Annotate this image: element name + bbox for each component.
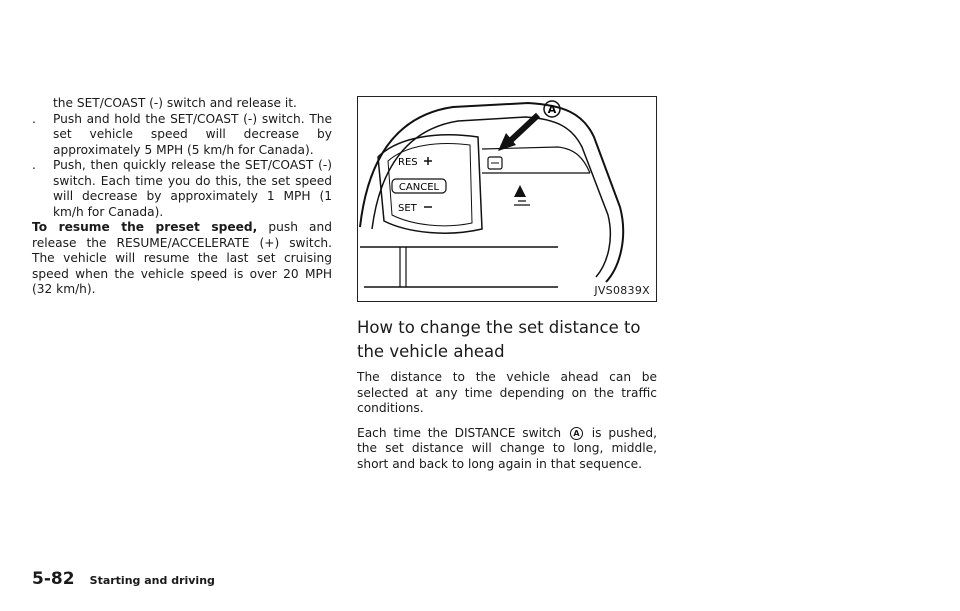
continued-text: the SET/COAST (-) switch and release it. xyxy=(53,96,297,110)
bullet-item xyxy=(32,158,332,220)
resume-paragraph xyxy=(32,220,332,298)
page-footer xyxy=(32,569,215,589)
steering-wheel-illustration xyxy=(358,97,656,301)
bullet-item xyxy=(32,112,332,159)
resume-text: push and release the RESUME/ACCELERATE (+) switch. The vehicle will resume the last set cruising speed when the vehicle speed is over 20 MPH (32 km/h). xyxy=(32,220,332,296)
distance-instructions: Each time the DISTANCE switch A is pushed, the set distance will change to long, middle, short and back to long again in that sequence. xyxy=(357,425,657,471)
callout-label: A xyxy=(547,103,557,116)
page-number: 5-82 xyxy=(32,569,75,589)
section-title: Starting and driving xyxy=(89,574,215,587)
resume-lead: To resume the preset speed, xyxy=(32,220,258,234)
callout-a-icon: A xyxy=(570,427,583,440)
res-label: RES xyxy=(398,157,418,168)
left-column xyxy=(32,96,332,298)
bullet-marker: . xyxy=(32,158,36,172)
bullet-marker: . xyxy=(32,111,36,126)
figure-code: JVS0839X xyxy=(594,284,650,297)
set-label: SET xyxy=(398,203,417,214)
bullet-text: Push and hold the SET/COAST (-) switch. The set vehicle speed will decrease by approximately 5 MPH (5 km/h for Canada). xyxy=(53,111,332,157)
section-heading: How to change the set distance to the vehicle ahead xyxy=(357,318,641,361)
distance-intro: The distance to the vehicle ahead can be selected at any time depending on the traffic conditions. xyxy=(357,370,657,415)
bullet-text: Push, then quickly release the SET/COAST (-) switch. Each time you do this, the set speed will decrease by approximately 1 MPH (1 km/h for Canada). xyxy=(53,158,332,219)
cancel-label: CANCEL xyxy=(398,182,440,193)
right-column xyxy=(357,96,657,481)
steering-switch-figure xyxy=(357,96,657,302)
